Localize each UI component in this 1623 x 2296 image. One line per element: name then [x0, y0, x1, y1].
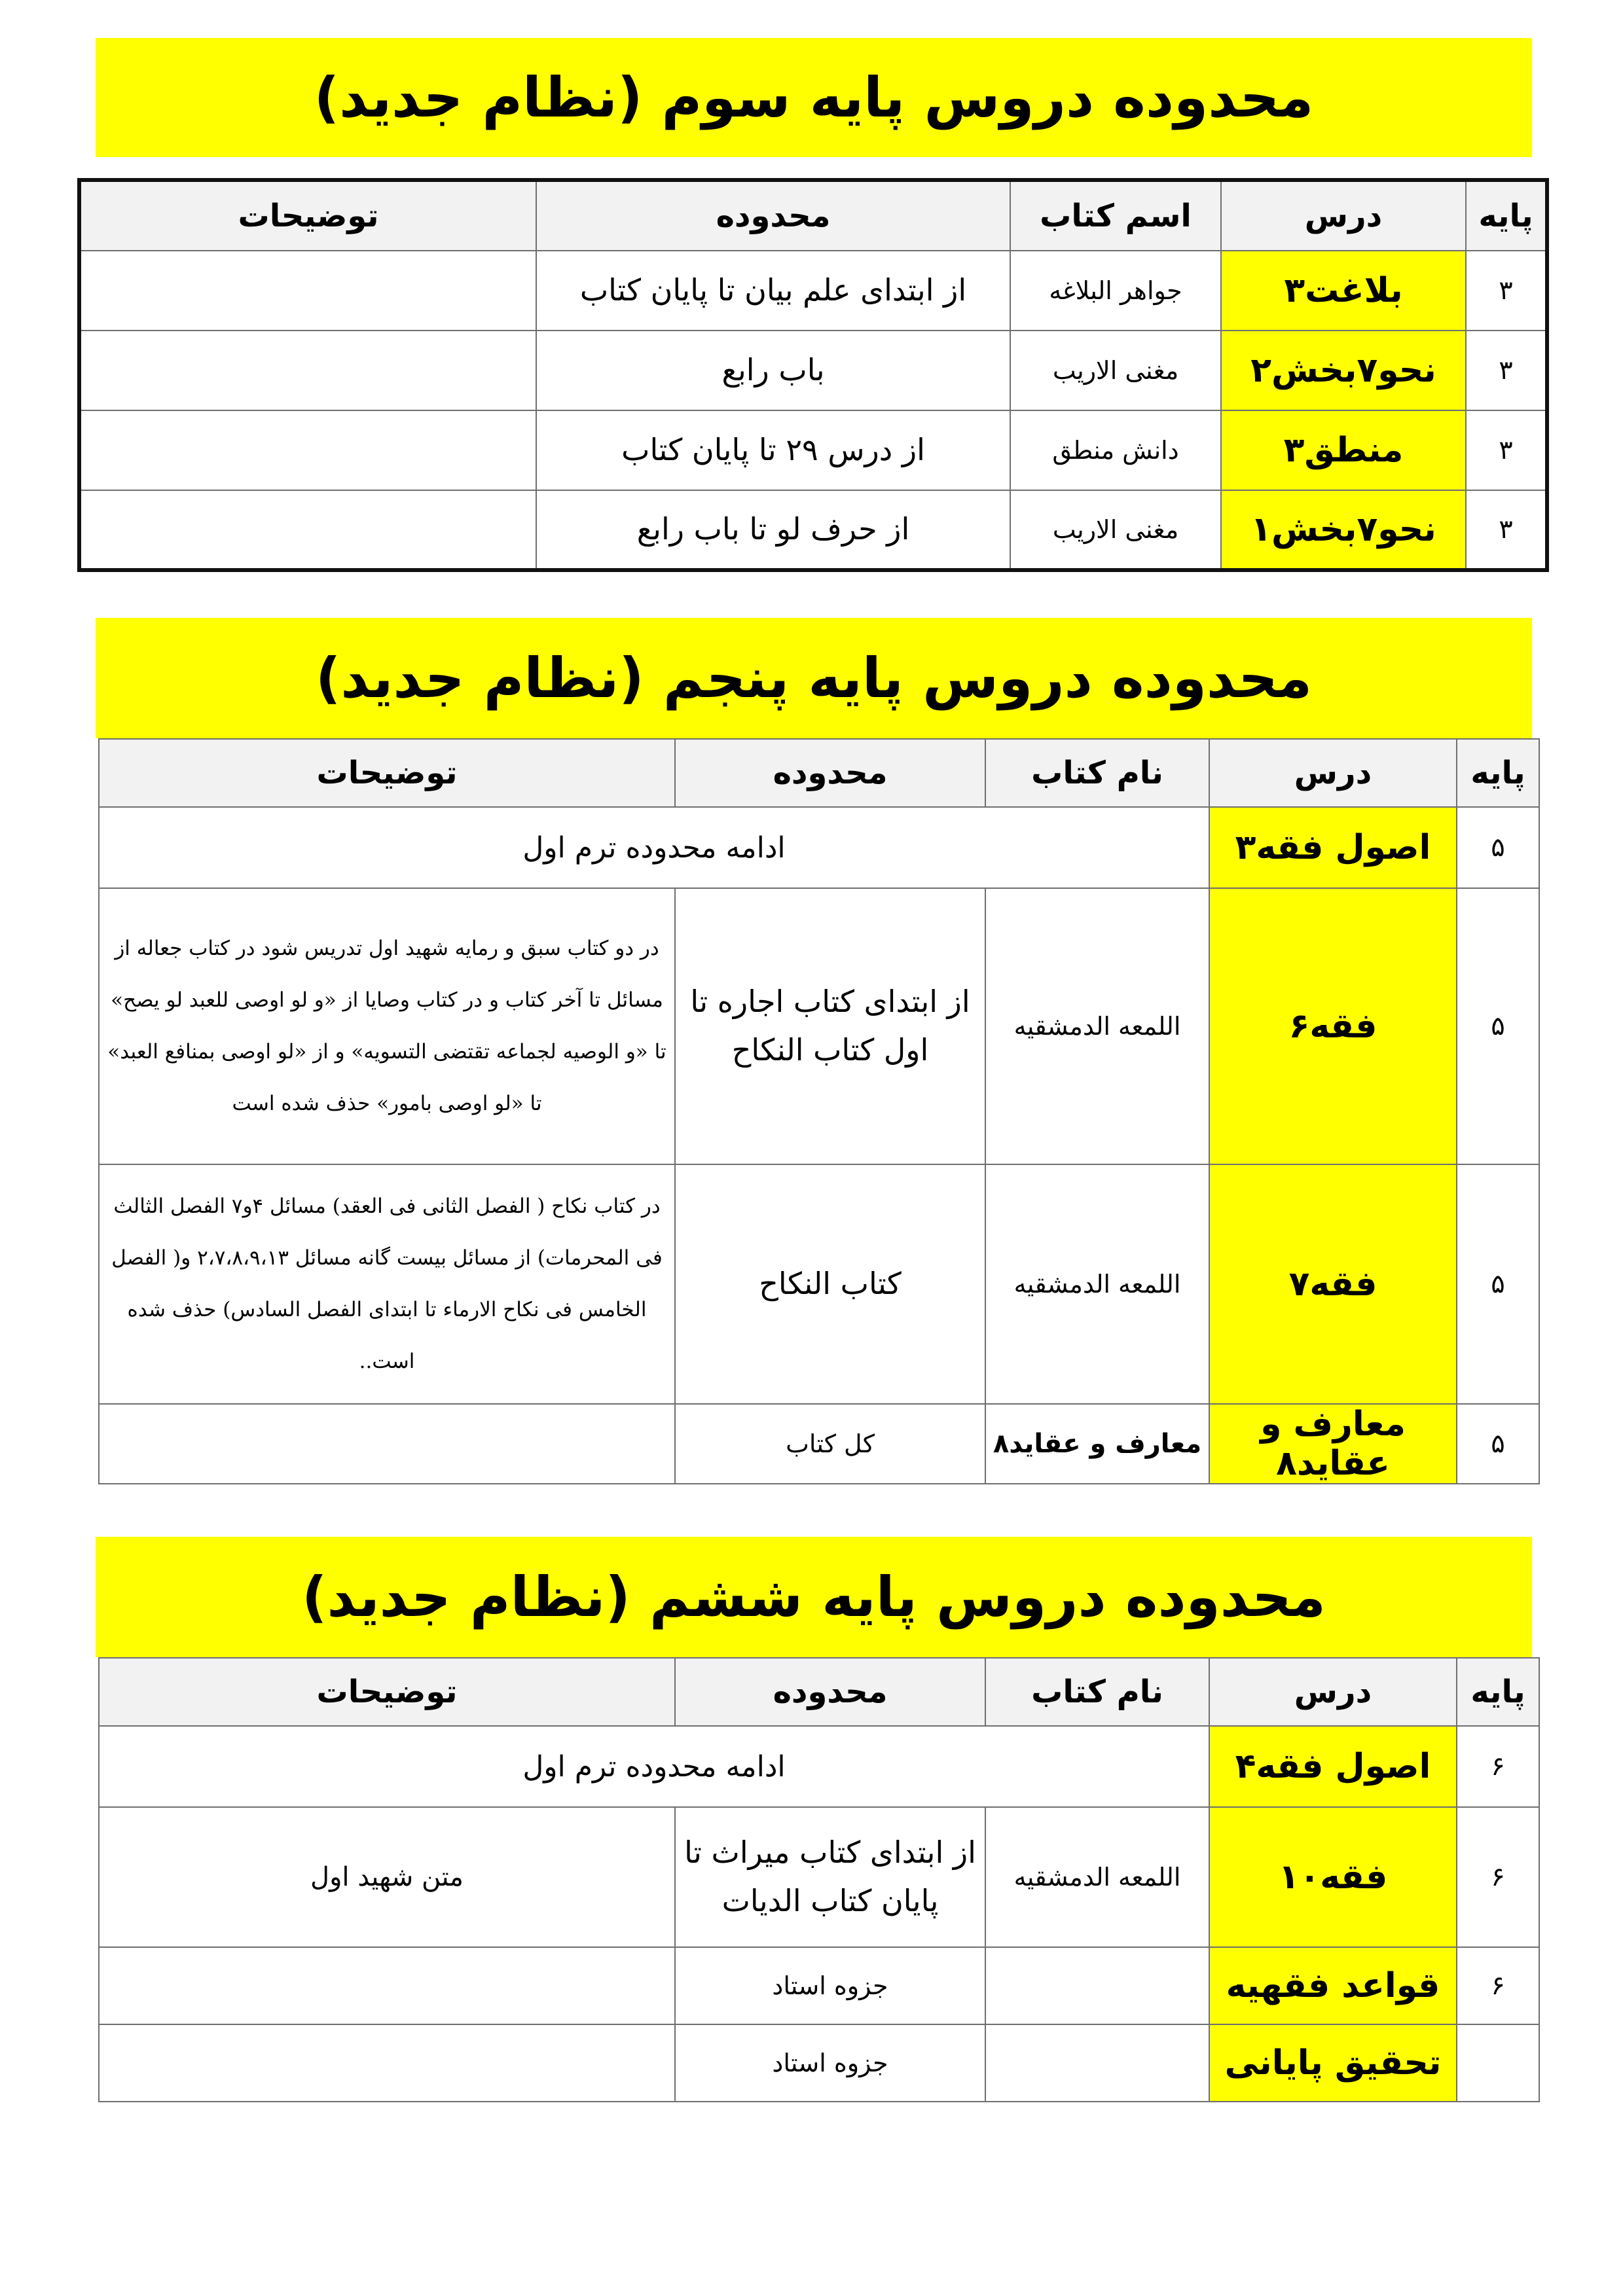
header-notes: توضیحات [79, 180, 536, 251]
cell-lesson: فقه۱۰ [1209, 1807, 1457, 1947]
table-row [79, 490, 1547, 570]
header-book: نام کتاب [985, 1658, 1209, 1726]
cell-range: جزوه استاد [675, 1947, 985, 2024]
header-book: نام کتاب [985, 739, 1209, 807]
header-base: پایه [1466, 180, 1547, 251]
header-range: محدوده [675, 739, 985, 807]
cell-book [985, 1947, 1209, 2024]
cell-book: معارف و عقاید۸ [985, 1404, 1209, 1484]
cell-book: اللمعه الدمشقیه [985, 1164, 1209, 1404]
cell-range: جزوه استاد [675, 2024, 985, 2102]
cell-notes [79, 410, 536, 490]
cell-base: ۳ [1466, 490, 1547, 570]
cell-lesson: اصول فقه۴ [1209, 1726, 1457, 1807]
cell-base: ۵ [1457, 1404, 1539, 1484]
section-title-text: محدوده دروس پایه ششم (نظام جدید) [302, 1565, 1326, 1629]
table-header-row [99, 739, 1539, 807]
cell-range: باب رابع [536, 331, 1010, 410]
table-row [99, 1164, 1539, 1404]
cell-base: ۶ [1457, 1807, 1539, 1947]
cell-base: ۵ [1457, 1164, 1539, 1404]
table-row [79, 251, 1547, 331]
cell-base: ۵ [1457, 888, 1539, 1164]
cell-range: از درس ۲۹ تا پایان کتاب [536, 410, 1010, 490]
table-row [79, 331, 1547, 410]
cell-lesson: نحو۷بخش۱ [1221, 490, 1466, 570]
table-header-row [79, 180, 1547, 251]
header-lesson: درس [1209, 1658, 1457, 1726]
cell-book: دانش منطق [1010, 410, 1221, 490]
header-notes: توضیحات [99, 739, 675, 807]
cell-notes [99, 2024, 675, 2102]
section-title-grade-3 [96, 38, 1532, 157]
header-base: پایه [1457, 739, 1539, 807]
cell-book: اللمعه الدمشقیه [985, 1807, 1209, 1947]
header-base: پایه [1457, 1658, 1539, 1726]
cell-range: از حرف لو تا باب رابع [536, 490, 1010, 570]
cell-lesson: منطق۳ [1221, 410, 1466, 490]
cell-base: ۶ [1457, 1947, 1539, 2024]
table-row [99, 1404, 1539, 1484]
cell-base: ۶ [1457, 1726, 1539, 1807]
cell-lesson: نحو۷بخش۲ [1221, 331, 1466, 410]
cell-book: جواهر البلاغه [1010, 251, 1221, 331]
cell-range: از ابتدای علم بیان تا پایان کتاب [536, 251, 1010, 331]
cell-base [1457, 2024, 1539, 2102]
cell-notes: متن شهید اول [99, 1807, 675, 1947]
cell-notes [79, 490, 536, 570]
cell-lesson: تحقیق پایانی [1209, 2024, 1457, 2102]
section-title-grade-5 [96, 618, 1532, 738]
cell-lesson: قواعد فقهیه [1209, 1947, 1457, 2024]
section-title-text: محدوده دروس پایه سوم (نظام جدید) [314, 65, 1314, 130]
table-row [99, 2024, 1539, 2102]
section-title-text: محدوده دروس پایه پنجم (نظام جدید) [316, 646, 1312, 710]
cell-range: کتاب النکاح [675, 1164, 985, 1404]
cell-range: کل کتاب [675, 1404, 985, 1484]
cell-merged-range: ادامه محدوده ترم اول [99, 807, 1209, 888]
cell-base: ۳ [1466, 331, 1547, 410]
cell-notes: در کتاب نکاح ( الفصل الثانی فی العقد) مسائل ۴و۷ الفصل الثالث فی المحرمات) از مسائل بیست گانه مسائل ۲،۷،۸،۹،۱۳ و( الفصل الخامس فی نکاح الارماء تا ابتدای الفصل السادس) حذف شده است.. [99, 1164, 675, 1404]
header-range: محدوده [675, 1658, 985, 1726]
cell-book [985, 2024, 1209, 2102]
cell-notes [79, 331, 536, 410]
table-row [99, 1726, 1539, 1807]
header-book: اسم کتاب [1010, 180, 1221, 251]
cell-range: از ابتدای کتاب میراث تا پایان کتاب الدیات [675, 1807, 985, 1947]
header-lesson: درس [1221, 180, 1466, 251]
table-grade-3 [77, 178, 1549, 572]
table-header-row [99, 1658, 1539, 1726]
header-notes: توضیحات [99, 1658, 675, 1726]
cell-lesson: اصول فقه۳ [1209, 807, 1457, 888]
cell-notes [99, 1404, 675, 1484]
cell-range: از ابتدای کتاب اجاره تا اول کتاب النکاح [675, 888, 985, 1164]
cell-base: ۵ [1457, 807, 1539, 888]
cell-lesson: فقه۶ [1209, 888, 1457, 1164]
table-row [99, 1947, 1539, 2024]
header-lesson: درس [1209, 739, 1457, 807]
cell-lesson: معارف و عقاید۸ [1209, 1404, 1457, 1484]
table-row [79, 410, 1547, 490]
table-grade-6 [98, 1657, 1540, 2102]
table-row [99, 1807, 1539, 1947]
table-row [99, 807, 1539, 888]
table-grade-5 [98, 738, 1540, 1484]
cell-book: مغنی الاریب [1010, 331, 1221, 410]
cell-notes [99, 1947, 675, 2024]
table-row [99, 888, 1539, 1164]
header-range: محدوده [536, 180, 1010, 251]
cell-base: ۳ [1466, 410, 1547, 490]
cell-merged-range: ادامه محدوده ترم اول [99, 1726, 1209, 1807]
section-title-grade-6 [96, 1537, 1532, 1657]
cell-book: مغنی الاریب [1010, 490, 1221, 570]
cell-notes [79, 251, 536, 331]
cell-notes: در دو کتاب سبق و رمایه شهید اول تدریس شود در کتاب جعاله از مسائل تا آخر کتاب و در کتاب وصایا از «و لو اوصی للعبد لو یصح» تا «و الوصیه لجماعه تقتضی التسویه» و از «لو اوصی بمنافع العبد» تا «لو اوصی بامور» حذف شده است [99, 888, 675, 1164]
cell-lesson: بلاغت۳ [1221, 251, 1466, 331]
cell-base: ۳ [1466, 251, 1547, 331]
cell-lesson: فقه۷ [1209, 1164, 1457, 1404]
cell-book: اللمعه الدمشقیه [985, 888, 1209, 1164]
